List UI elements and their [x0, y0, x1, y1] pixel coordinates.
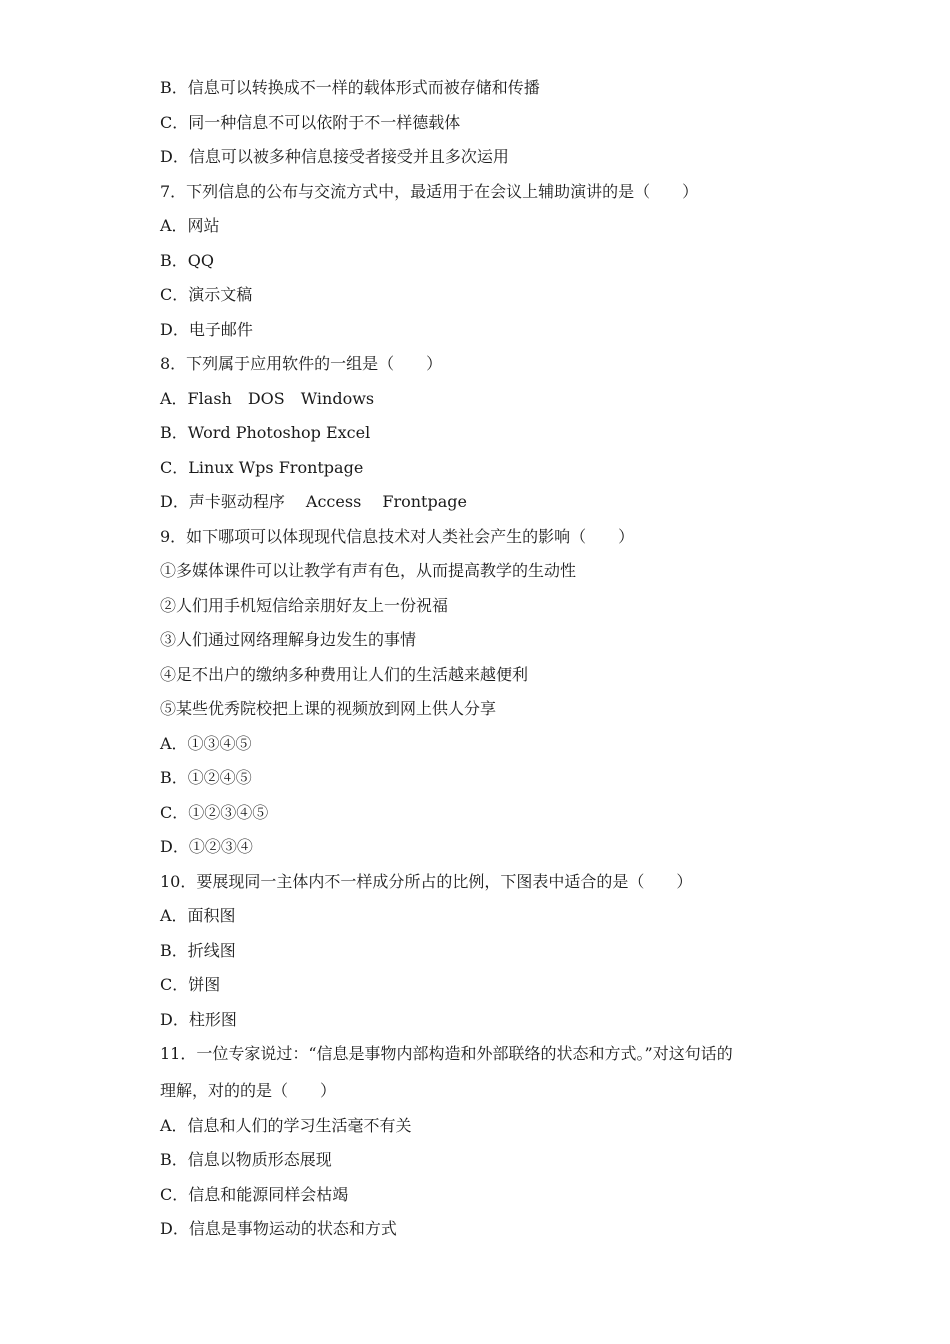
q7-option-c: C．演示文稿 — [160, 285, 253, 304]
q11-option-a: A．信息和人们的学习生活毫不有关 — [160, 1116, 412, 1135]
q6-option-b: B．信息可以转换成不一样的载体形式而被存储和传播 — [160, 78, 540, 97]
q10-option-c: C．饼图 — [160, 975, 221, 994]
q8-option-a: A．Flash DOS Windows — [160, 389, 375, 408]
q7-stem: 7．下列信息的公布与交流方式中，最适用于在会议上辅助演讲的是（ ） — [160, 182, 699, 201]
q9-stem: 9．如下哪项可以体现现代信息技术对人类社会产生的影响（ ） — [160, 527, 635, 546]
q11-stem-continued: 理解，对的的是（ ） — [160, 1081, 337, 1100]
q9-statement-4: ④足不出户的缴纳多种费用让人们的生活越来越便利 — [160, 665, 529, 684]
q8-option-d: D．声卡驱动程序 Access Frontpage — [160, 492, 467, 511]
q10-option-d: D．柱形图 — [160, 1010, 237, 1029]
q6-option-c: C．同一种信息不可以依附于不一样德载体 — [160, 113, 461, 132]
q10-option-a: A．面积图 — [160, 906, 236, 925]
q9-option-b: B．①②④⑤ — [160, 768, 252, 787]
q11-option-d: D．信息是事物运动的状态和方式 — [160, 1219, 397, 1238]
q9-option-a: A．①③④⑤ — [160, 734, 252, 753]
q10-option-b: B．折线图 — [160, 941, 236, 960]
q9-option-d: D．①②③④ — [160, 837, 253, 856]
q11-stem: 11．一位专家说过：“信息是事物内部构造和外部联络的状态和方式。”对这句话的 — [160, 1044, 733, 1063]
q11-option-b: B．信息以物质形态展现 — [160, 1150, 332, 1169]
q7-option-a: A．网站 — [160, 216, 220, 235]
q9-option-c: C．①②③④⑤ — [160, 803, 269, 822]
q7-option-b: B．QQ — [160, 251, 214, 270]
q9-statement-1: ①多媒体课件可以让教学有声有色，从而提高教学的生动性 — [160, 561, 577, 580]
q6-option-d: D．信息可以被多种信息接受者接受并且多次运用 — [160, 147, 509, 166]
q10-stem: 10．要展现同一主体内不一样成分所占的比例，下图表中适合的是（ ） — [160, 872, 693, 891]
q8-option-b: B．Word Photoshop Excel — [160, 423, 371, 442]
q9-statement-3: ③人们通过网络理解身边发生的事情 — [160, 630, 417, 649]
q9-statement-5: ⑤某些优秀院校把上课的视频放到网上供人分享 — [160, 699, 497, 718]
q9-statement-2: ②人们用手机短信给亲朋好友上一份祝福 — [160, 596, 449, 615]
q8-stem: 8．下列属于应用软件的一组是（ ） — [160, 354, 443, 373]
q8-option-c: C．Linux Wps Frontpage — [160, 458, 364, 477]
q7-option-d: D．电子邮件 — [160, 320, 253, 339]
q11-option-c: C．信息和能源同样会枯竭 — [160, 1185, 349, 1204]
